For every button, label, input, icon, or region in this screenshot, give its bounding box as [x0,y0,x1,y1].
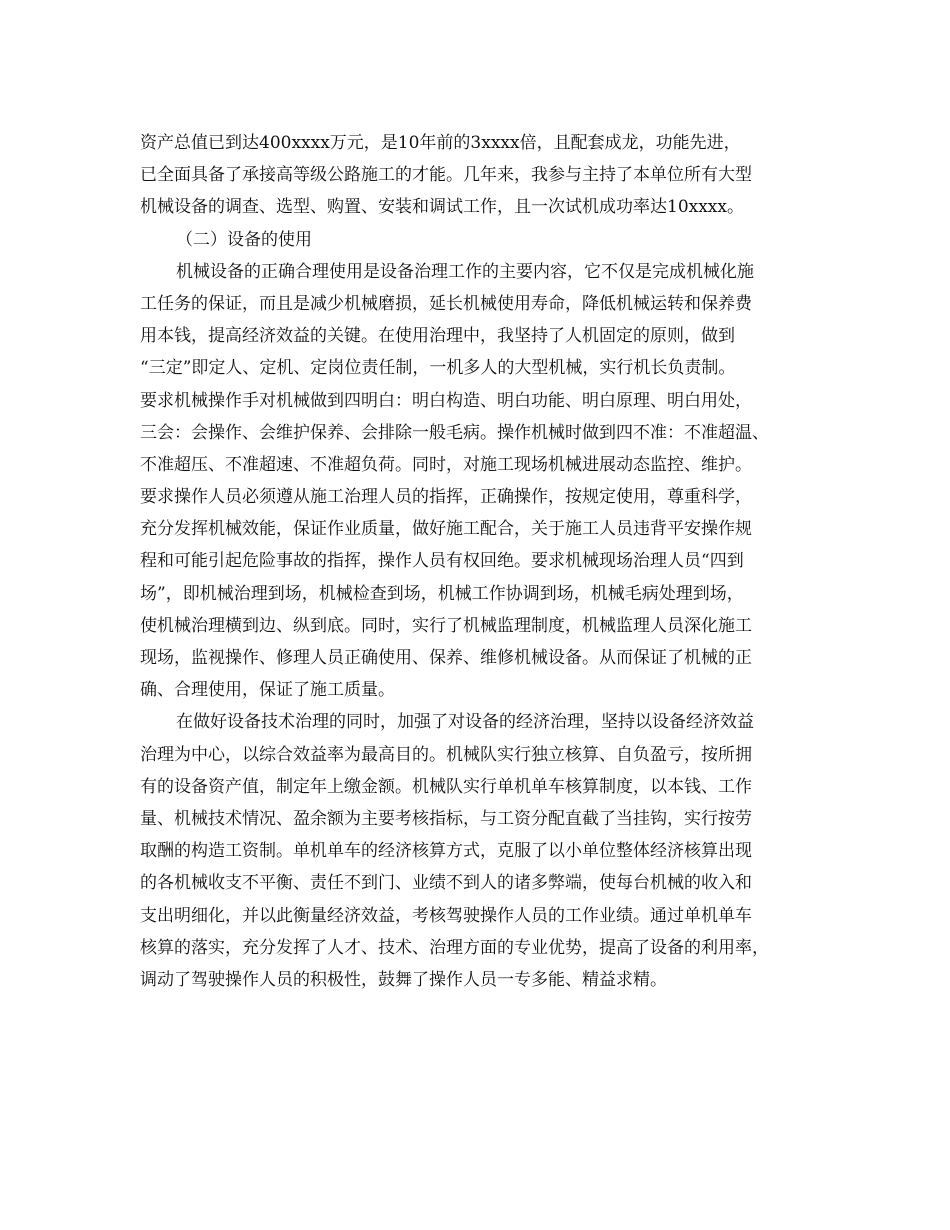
body-line: 不准超压、不准超速、不准超负荷。同时，对施工现场机械进展动态监控、维护。 [140,454,752,475]
body-line: 机械设备的调查、选型、购置、安装和调试工作，且一次试机成功率达10xxxx。 [140,197,744,218]
body-line: 确、合理使用，保证了施工质量。 [140,680,395,701]
body-line: 支出明细化，并以此衡量经济效益，考核驾驶操作人员的工作业绩。通过单机单车 [140,905,752,926]
document-body [140,127,830,996]
body-line: 取酬的构造工资制。单机单车的经济核算方式，克服了以小单位整体经济核算出现 [140,841,752,862]
body-line: 充分发挥机械效能，保证作业质量，做好施工配合，关于施工人员违背平安操作规 [140,519,752,540]
body-line: 要求操作人员必须遵从施工治理人员的指挥，正确操作，按规定使用，尊重科学， [140,487,752,508]
body-line: “三定”即定人、定机、定岗位责任制，一机多人的大型机械，实行机长负责制。 [140,358,736,379]
body-line: 场”，即机械治理到场，机械检查到场，机械工作协调到场，机械毛病处理到场， [140,583,744,604]
body-line: 要求机械操作手对机械做到四明白：明白构造、明白功能、明白原理、明白用处， [140,390,752,411]
body-line: 治理为中心，以综合效益率为最高目的。机械队实行独立核算、自负盈亏，按所拥 [140,744,752,765]
body-line: 调动了驾驶操作人员的积极性，鼓舞了操作人员一专多能、精益求精。 [140,969,667,990]
paragraph-first-line: 机械设备的正确合理使用是设备治理工作的主要内容，它不仅是完成机械化施 [176,261,754,282]
body-line: 资产总值已到达400xxxx万元，是10年前的3xxxx倍，且配套成龙，功能先进， [140,133,741,153]
body-line: 三会：会操作、会维护保养、会排除一般毛病。操作机械时做到四不准：不准超温、 [140,422,769,443]
body-line: 已全面具备了承接高等级公路施工的才能。几年来，我参与主持了本单位所有大型 [140,165,752,186]
body-line: 工任务的保证，而且是减少机械磨损，延长机械使用寿命，降低机械运转和保养费 [140,293,752,314]
body-line: 有的设备资产值，制定年上缴金额。机械队实行单机单车核算制度，以本钱、工作 [140,776,752,797]
paragraph-first-line: 在做好设备技术治理的同时，加强了对设备的经济治理，坚持以设备经济效益 [176,712,754,733]
body-line: 量、机械技术情况、盈余额为主要考核指标，与工资分配直截了当挂钩，实行按劳 [140,808,752,829]
body-line: 程和可能引起危险事故的指挥，操作人员有权回绝。要求机械现场治理人员“四到 [140,551,744,572]
body-line: 的各机械收支不平衡、责任不到门、业绩不到人的诸多弊端，使每台机械的收入和 [140,873,752,894]
body-line: 用本钱，提高经济效益的关键。在使用治理中，我坚持了人机固定的原则，做到 [140,326,735,347]
body-line: 核算的落实，充分发挥了人才、技术、治理方面的专业优势，提高了设备的利用率， [140,937,769,958]
body-line: 使机械治理横到边、纵到底。同时，实行了机械监理制度，机械监理人员深化施工 [140,615,752,636]
section-heading: （二）设备的使用 [176,229,312,250]
body-line: 现场，监视操作、修理人员正确使用、保养、维修机械设备。从而保证了机械的正 [140,648,752,668]
